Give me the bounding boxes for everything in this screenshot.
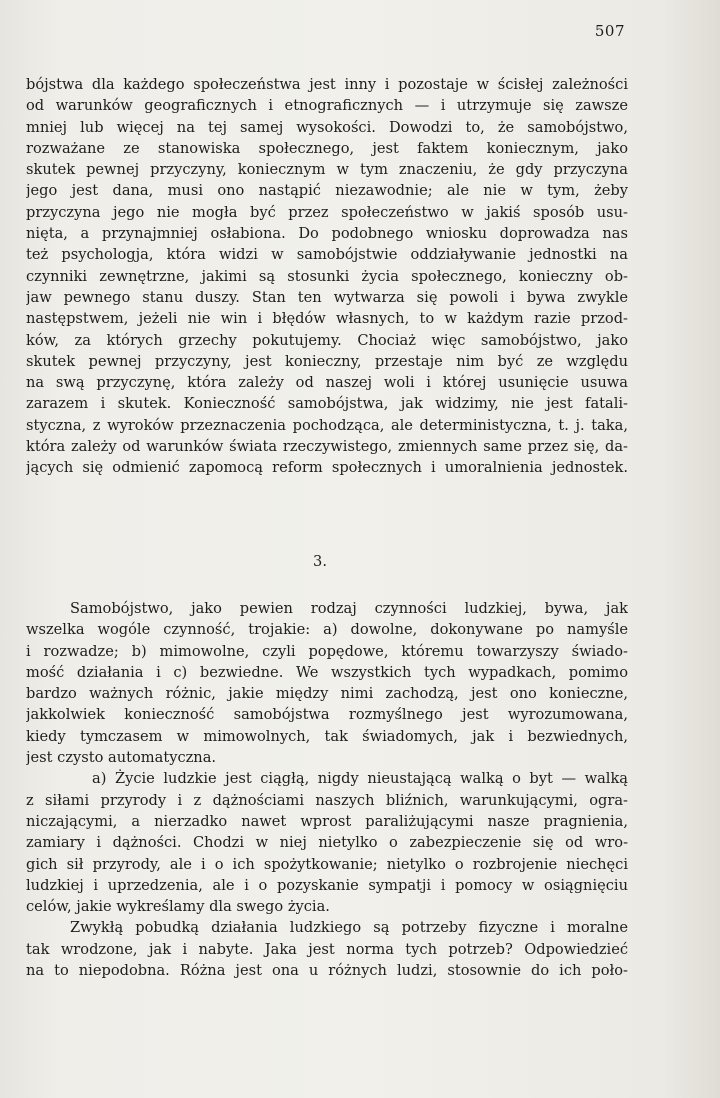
text-line: skutek pewnej przyczyny, koniecznym w tym znaczeniu, że gdy przyczyna bbox=[26, 161, 628, 179]
section-heading: 3. bbox=[313, 553, 327, 570]
text-line: tak wrodzone, jak i nabyte. Jaka jest norma tych potrzeb? Odpowiedzieć bbox=[26, 940, 628, 958]
text-line: celów, jakie wykreślamy dla swego życia. bbox=[26, 898, 330, 916]
text-line: nięta, a przynajmniej osłabiona. Do podobnego wniosku doprowadza nas bbox=[26, 225, 628, 243]
text-line: kiedy tymczasem w mimowolnych, tak świadomych, jak i bezwiednych, bbox=[26, 727, 628, 745]
text-line: bójstwa dla każdego społeczeństwa jest inny i pozostaje w ścisłej zależności bbox=[26, 76, 628, 93]
text-line: niczającymi, a nierzadko nawet wprost paraliżującymi nasze pragnienia, bbox=[26, 812, 628, 830]
text-line: zamiary i dążności. Chodzi w niej nietylko o zabezpieczenie się od wro- bbox=[26, 834, 628, 852]
text-line: jego jest dana, musi ono nastąpić niezawodnie; ale nie w tym, żeby bbox=[26, 182, 628, 200]
section-3-text bbox=[26, 598, 628, 981]
text-line: Samobójstwo, jako pewien rodzaj czynności ludzkiej, bywa, jak bbox=[70, 600, 628, 617]
text-line: mniej lub więcej na tej samej wysokości. Dowodzi to, że samobójstwo, bbox=[26, 118, 628, 136]
text-line: jakkolwiek konieczność samobójstwa rozmyślnego jest wyrozumowana, bbox=[26, 706, 628, 724]
text-line: czynniki zewnętrzne, jakimi są stosunki życia społecznego, konieczny ob- bbox=[26, 267, 628, 285]
text-line: Zwykłą pobudką działania ludzkiego są potrzeby fizyczne i moralne bbox=[70, 919, 628, 937]
text-line: na swą przyczynę, która zależy od naszej woli i której usunięcie usuwa bbox=[26, 374, 628, 392]
text-line: styczna, z wyroków przeznaczenia pochodząca, ale deterministyczna, t. j. taka, bbox=[26, 416, 628, 434]
text-line: od warunków geograficznych i etnograficznych — i utrzymuje się zawsze bbox=[26, 97, 628, 115]
text-line: przyczyna jego nie mogła być przez społeczeństwo w jakiś sposób usu- bbox=[26, 203, 628, 221]
text-line: jaw pewnego stanu duszy. Stan ten wytwarza się powoli i bywa zwykle bbox=[26, 288, 628, 306]
text-line: następstwem, jeżeli nie win i błędów własnych, to w każdym razie przod- bbox=[26, 310, 628, 328]
text-line: ków, za których grzechy pokutujemy. Chociaż więc samobójstwo, jako bbox=[26, 331, 628, 349]
text-line: jest czysto automatyczna. bbox=[26, 749, 217, 767]
text-line: mość działania i c) bezwiedne. We wszystkich tych wypadkach, pomimo bbox=[26, 663, 628, 681]
page-number: 507 bbox=[594, 22, 625, 40]
text-line: gich sił przyrody, ale i o ich spożytkowanie; nietylko o rozbrojenie niechęci bbox=[26, 855, 628, 873]
text-line: zarazem i skutek. Konieczność samobójstwa, jak widzimy, nie jest fatali- bbox=[26, 395, 628, 413]
text-line: na to niepodobna. Różna jest ona u różnych ludzi, stosownie do ich poło- bbox=[26, 962, 628, 980]
text-line: i rozwadze; b) mimowolne, czyli popędowe, któremu towarzyszy świado- bbox=[26, 642, 628, 660]
text-line: rozważane ze stanowiska społecznego, jest faktem koniecznym, jako bbox=[26, 139, 628, 157]
text-line: a) Życie ludzkie jest ciągłą, nigdy nieustającą walką o byt — walką bbox=[92, 770, 628, 788]
text-line: bardzo ważnych różnic, jakie między nimi zachodzą, jest ono konieczne, bbox=[26, 685, 628, 703]
text-line: skutek pewnej przyczyny, jest konieczny, przestaje nim być ze względu bbox=[26, 352, 628, 370]
text-line: wszelka wogóle czynność, trojakie: a) dowolne, dokonywane po namyśle bbox=[26, 621, 628, 639]
text-line: jących się odmienić zapomocą reform społecznych i umoralnienia jednostek. bbox=[26, 459, 628, 477]
text-line: też psychologja, która widzi w samobójstwie oddziaływanie jednostki na bbox=[26, 246, 628, 264]
text-line: z siłami przyrody i z dążnościami naszych bliźnich, warunkującymi, ogra- bbox=[26, 791, 628, 809]
text-line: ludzkiej i uprzedzenia, ale i o pozyskanie sympatji i pomocy w osiągnięciu bbox=[26, 876, 628, 894]
text-line: która zależy od warunków świata rzeczywistego, zmiennych same przez się, da- bbox=[26, 438, 628, 456]
paragraph-continued bbox=[26, 74, 628, 479]
